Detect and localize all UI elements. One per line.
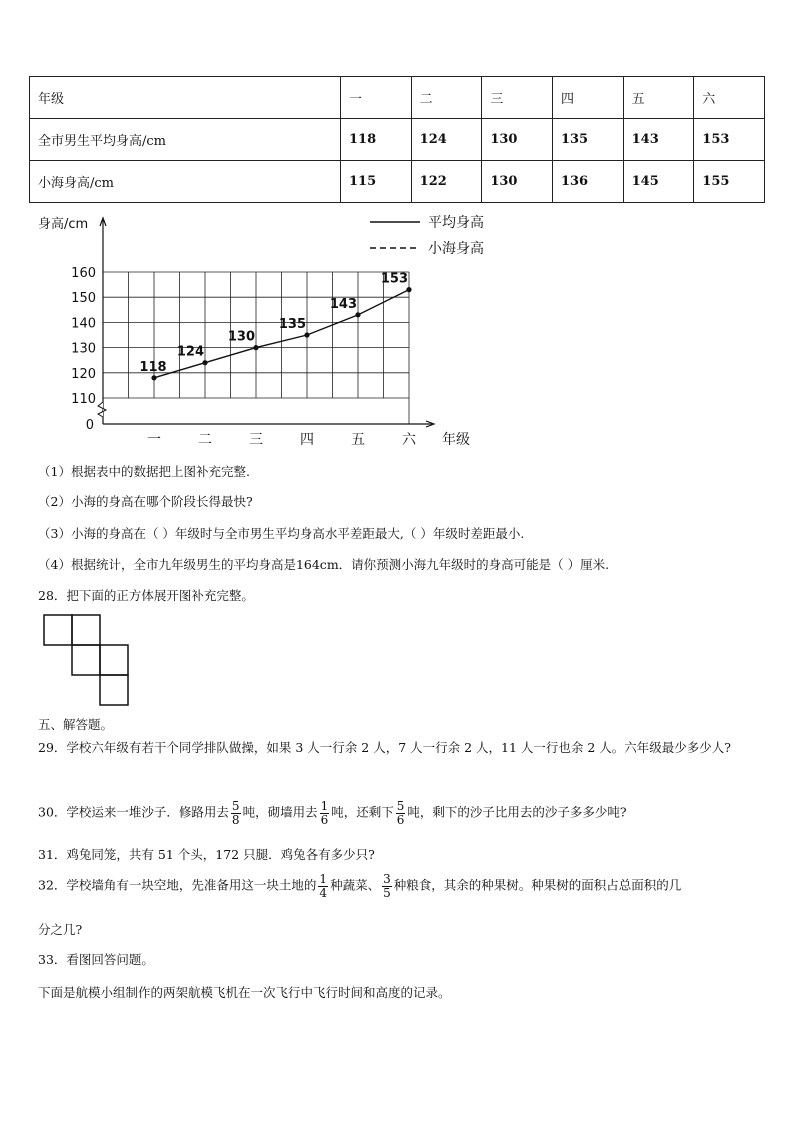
x-axis-label: 年级 xyxy=(442,432,470,448)
numerator: 5 xyxy=(396,799,405,813)
table-cell: 145 xyxy=(623,161,694,203)
question-33-description: 下面是航模小组制作的两架航模飞机在一次飞行中飞行时间和高度的记录。 xyxy=(38,985,451,1000)
question-31: 31．鸡兔同笼，共有 51 个头，172 只腿．鸡兔各有多少只? xyxy=(38,847,375,862)
fraction xyxy=(382,873,392,899)
q30-text: 吨，剩下的沙子比用去的沙子多多少吨? xyxy=(407,804,627,820)
denominator: 6 xyxy=(396,812,405,827)
table-header-cell: 三 xyxy=(482,77,553,119)
table-header-cell: 六 xyxy=(694,77,765,119)
question-32-cont: 分之几? xyxy=(38,922,83,937)
table-cell: 130 xyxy=(482,161,553,203)
net-square xyxy=(100,645,128,675)
height-data-table xyxy=(29,76,765,203)
q30-text: 吨，还剩下 xyxy=(331,804,394,820)
chart-legend xyxy=(370,214,484,257)
y-tick-label: 130 xyxy=(71,341,96,357)
denominator: 6 xyxy=(320,812,329,827)
data-point xyxy=(304,332,309,337)
table-cell: 118 xyxy=(341,119,412,161)
legend-label: 小海身高 xyxy=(428,241,484,257)
question-1: （1）根据表中的数据把上图补充完整. xyxy=(38,464,250,479)
section-title: 五、解答题。 xyxy=(38,717,114,732)
question-3: （3）小海的身高在（ ）年级时与全市男生平均身高水平差距最大,（ ）年级时差距最小. xyxy=(38,526,525,541)
table-row-xiaohai xyxy=(30,161,765,203)
table-cell: 122 xyxy=(411,161,482,203)
q32-text: 32．学校墙角有一块空地，先准备用这一块土地的 xyxy=(38,877,317,893)
question-29: 29．学校六年级有若干个同学排队做操，如果 3 人一行余 2 人，7 人一行余 2 人，11 人一行也余 2 人。六年级最少多少人? xyxy=(38,740,732,755)
q30-text: 吨，砌墙用去 xyxy=(242,804,318,820)
numerator: 3 xyxy=(383,872,391,886)
table-row-city-average xyxy=(30,119,765,161)
question-28: 28．把下面的正方体展开图补充完整。 xyxy=(38,588,254,603)
table-cell: 155 xyxy=(694,161,765,203)
table-cell: 115 xyxy=(341,161,412,203)
numerator: 5 xyxy=(231,799,240,813)
question-2: （2）小海的身高在哪个阶段长得最快? xyxy=(38,494,253,509)
data-label: 153 xyxy=(380,271,408,287)
x-tick-label: 一 xyxy=(147,432,161,448)
y-tick-label: 110 xyxy=(71,392,96,407)
numerator: 1 xyxy=(319,872,328,886)
net-square xyxy=(44,615,72,645)
table-header-cell: 四 xyxy=(552,77,623,119)
x-tick-label: 二 xyxy=(198,432,212,448)
data-point xyxy=(355,312,360,317)
y-tick-label: 140 xyxy=(71,316,96,332)
x-tick-label: 四 xyxy=(300,432,314,448)
fraction xyxy=(318,873,328,899)
question-4: （4）根据统计，全市九年级男生的平均身高是164cm．请你预测小海九年级时的身高可能是（ ）厘米. xyxy=(38,557,610,572)
net-square xyxy=(100,675,128,705)
height-line-chart xyxy=(30,206,490,452)
data-label: 124 xyxy=(176,344,204,360)
denominator: 8 xyxy=(231,812,240,827)
y-tick-label: 120 xyxy=(71,366,96,382)
question-33: 33．看图回答问题。 xyxy=(38,952,154,967)
fraction xyxy=(231,800,241,826)
question-32 xyxy=(38,873,681,899)
x-tick-label: 五 xyxy=(351,432,365,448)
net-square xyxy=(72,645,100,675)
data-point xyxy=(202,360,207,365)
q32-text: 种蔬菜、 xyxy=(330,877,381,893)
table-cell: 135 xyxy=(552,119,623,161)
denominator: 4 xyxy=(319,885,328,900)
data-label: 118 xyxy=(139,359,167,375)
data-label: 130 xyxy=(227,329,255,345)
table-header-row xyxy=(30,77,765,119)
data-label: 135 xyxy=(278,317,306,332)
chart-series xyxy=(139,272,411,381)
denominator: 5 xyxy=(383,885,391,900)
legend-label: 平均身高 xyxy=(428,215,484,231)
table-header-cell: 五 xyxy=(623,77,694,119)
table-cell: 143 xyxy=(623,119,694,161)
row-label: 小海身高/cm xyxy=(30,161,341,203)
q32-text: 种粮食，其余的种果树。种果树的面积占总面积的几 xyxy=(393,877,682,893)
y-tick-label: 150 xyxy=(71,291,96,307)
fraction xyxy=(320,800,330,826)
data-point xyxy=(151,375,156,380)
table-header-cell: 一 xyxy=(341,77,412,119)
cube-net-figure xyxy=(42,613,132,707)
table-cell: 130 xyxy=(482,119,553,161)
row-label: 全市男生平均身高/cm xyxy=(30,119,341,161)
table-cell: 124 xyxy=(411,119,482,161)
y-axis-label: 身高/cm xyxy=(38,217,89,232)
numerator: 1 xyxy=(320,799,329,813)
table-header-cell: 二 xyxy=(411,77,482,119)
data-label: 143 xyxy=(329,296,357,312)
data-point xyxy=(406,287,411,292)
table-cell: 153 xyxy=(694,119,765,161)
x-tick-label: 六 xyxy=(402,432,416,448)
net-square xyxy=(72,615,100,645)
y-tick-label: 0 xyxy=(85,418,94,433)
y-tick-label: 160 xyxy=(71,266,96,281)
data-point xyxy=(253,345,258,350)
table-header-cell: 年级 xyxy=(30,77,341,119)
question-30 xyxy=(38,800,627,826)
chart-ticks xyxy=(71,266,417,448)
fraction xyxy=(396,800,406,826)
table-cell: 136 xyxy=(552,161,623,203)
axis-break-mark xyxy=(98,402,106,417)
x-tick-label: 三 xyxy=(249,432,263,448)
q30-text: 30．学校运来一堆沙子．修路用去 xyxy=(38,804,229,820)
